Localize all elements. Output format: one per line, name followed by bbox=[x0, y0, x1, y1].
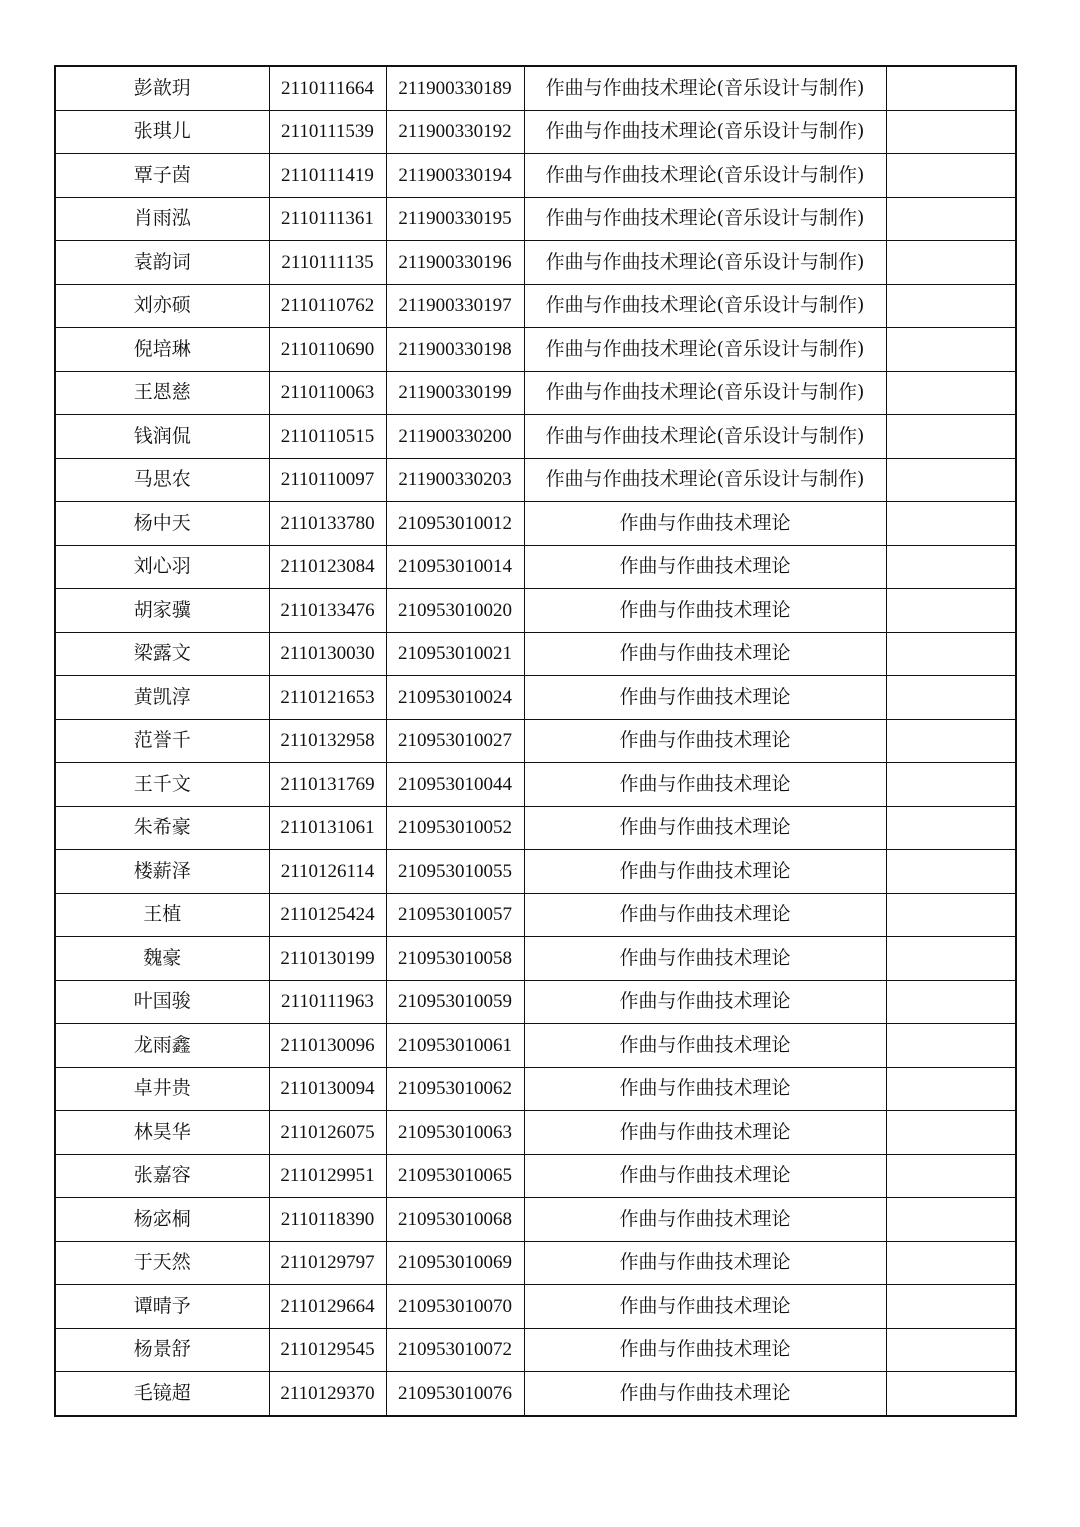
major-cell: 作曲与作曲技术理论 bbox=[524, 1198, 886, 1242]
name-cell: 杨宓桐 bbox=[55, 1198, 269, 1242]
exam-number-cell: 2110111419 bbox=[269, 154, 386, 198]
major-cell: 作曲与作曲技术理论(音乐设计与制作) bbox=[524, 66, 886, 110]
major-cell: 作曲与作曲技术理论 bbox=[524, 1372, 886, 1416]
exam-number-cell: 2110133476 bbox=[269, 589, 386, 633]
table-row bbox=[55, 1024, 1016, 1068]
major-cell: 作曲与作曲技术理论 bbox=[524, 980, 886, 1024]
id-number-cell: 211900330192 bbox=[386, 110, 524, 154]
note-cell bbox=[886, 1328, 1016, 1372]
major-cell: 作曲与作曲技术理论(音乐设计与制作) bbox=[524, 415, 886, 459]
name-cell: 彭歆玥 bbox=[55, 66, 269, 110]
name-cell: 刘心羽 bbox=[55, 545, 269, 589]
exam-number-cell: 2110129545 bbox=[269, 1328, 386, 1372]
table-row bbox=[55, 632, 1016, 676]
table-row bbox=[55, 589, 1016, 633]
id-number-cell: 211900330189 bbox=[386, 66, 524, 110]
id-number-cell: 210953010059 bbox=[386, 980, 524, 1024]
exam-number-cell: 2110133780 bbox=[269, 502, 386, 546]
table-row bbox=[55, 1198, 1016, 1242]
major-cell: 作曲与作曲技术理论(音乐设计与制作) bbox=[524, 458, 886, 502]
id-number-cell: 211900330198 bbox=[386, 328, 524, 372]
name-cell: 王植 bbox=[55, 893, 269, 937]
note-cell bbox=[886, 1024, 1016, 1068]
exam-number-cell: 2110123084 bbox=[269, 545, 386, 589]
roster-body bbox=[55, 66, 1016, 1416]
major-cell: 作曲与作曲技术理论 bbox=[524, 502, 886, 546]
table-row bbox=[55, 502, 1016, 546]
major-cell: 作曲与作曲技术理论 bbox=[524, 893, 886, 937]
id-number-cell: 211900330199 bbox=[386, 371, 524, 415]
exam-number-cell: 2110111135 bbox=[269, 241, 386, 285]
major-cell: 作曲与作曲技术理论 bbox=[524, 763, 886, 807]
exam-number-cell: 2110130096 bbox=[269, 1024, 386, 1068]
table-row bbox=[55, 371, 1016, 415]
major-cell: 作曲与作曲技术理论 bbox=[524, 1024, 886, 1068]
name-cell: 刘亦硕 bbox=[55, 284, 269, 328]
major-cell: 作曲与作曲技术理论(音乐设计与制作) bbox=[524, 328, 886, 372]
table-row bbox=[55, 545, 1016, 589]
exam-number-cell: 2110129664 bbox=[269, 1285, 386, 1329]
name-cell: 覃子茵 bbox=[55, 154, 269, 198]
name-cell: 王千文 bbox=[55, 763, 269, 807]
exam-number-cell: 2110110762 bbox=[269, 284, 386, 328]
major-cell: 作曲与作曲技术理论 bbox=[524, 850, 886, 894]
id-number-cell: 210953010068 bbox=[386, 1198, 524, 1242]
note-cell bbox=[886, 1285, 1016, 1329]
table-row bbox=[55, 806, 1016, 850]
name-cell: 范誉千 bbox=[55, 719, 269, 763]
id-number-cell: 210953010058 bbox=[386, 937, 524, 981]
table-row bbox=[55, 1241, 1016, 1285]
note-cell bbox=[886, 937, 1016, 981]
note-cell bbox=[886, 545, 1016, 589]
id-number-cell: 210953010021 bbox=[386, 632, 524, 676]
id-number-cell: 210953010061 bbox=[386, 1024, 524, 1068]
exam-number-cell: 2110110515 bbox=[269, 415, 386, 459]
exam-number-cell: 2110126114 bbox=[269, 850, 386, 894]
exam-number-cell: 2110130094 bbox=[269, 1067, 386, 1111]
name-cell: 林昊华 bbox=[55, 1111, 269, 1155]
table-row bbox=[55, 284, 1016, 328]
id-number-cell: 211900330203 bbox=[386, 458, 524, 502]
id-number-cell: 210953010014 bbox=[386, 545, 524, 589]
name-cell: 钱润侃 bbox=[55, 415, 269, 459]
note-cell bbox=[886, 980, 1016, 1024]
name-cell: 肖雨泓 bbox=[55, 197, 269, 241]
id-number-cell: 211900330195 bbox=[386, 197, 524, 241]
exam-number-cell: 2110110097 bbox=[269, 458, 386, 502]
note-cell bbox=[886, 719, 1016, 763]
id-number-cell: 210953010076 bbox=[386, 1372, 524, 1416]
note-cell bbox=[886, 1241, 1016, 1285]
note-cell bbox=[886, 850, 1016, 894]
note-cell bbox=[886, 763, 1016, 807]
id-number-cell: 210953010062 bbox=[386, 1067, 524, 1111]
id-number-cell: 210953010070 bbox=[386, 1285, 524, 1329]
id-number-cell: 210953010052 bbox=[386, 806, 524, 850]
exam-number-cell: 2110121653 bbox=[269, 676, 386, 720]
major-cell: 作曲与作曲技术理论(音乐设计与制作) bbox=[524, 197, 886, 241]
table-row bbox=[55, 893, 1016, 937]
table-row bbox=[55, 980, 1016, 1024]
major-cell: 作曲与作曲技术理论 bbox=[524, 1111, 886, 1155]
major-cell: 作曲与作曲技术理论 bbox=[524, 719, 886, 763]
note-cell bbox=[886, 1198, 1016, 1242]
note-cell bbox=[886, 1154, 1016, 1198]
note-cell bbox=[886, 415, 1016, 459]
major-cell: 作曲与作曲技术理论 bbox=[524, 1241, 886, 1285]
name-cell: 王恩慈 bbox=[55, 371, 269, 415]
major-cell: 作曲与作曲技术理论 bbox=[524, 1285, 886, 1329]
id-number-cell: 210953010012 bbox=[386, 502, 524, 546]
table-row bbox=[55, 458, 1016, 502]
major-cell: 作曲与作曲技术理论 bbox=[524, 937, 886, 981]
name-cell: 楼薪泽 bbox=[55, 850, 269, 894]
note-cell bbox=[886, 241, 1016, 285]
major-cell: 作曲与作曲技术理论 bbox=[524, 1328, 886, 1372]
id-number-cell: 210953010069 bbox=[386, 1241, 524, 1285]
exam-number-cell: 2110111963 bbox=[269, 980, 386, 1024]
table-row bbox=[55, 1372, 1016, 1416]
note-cell bbox=[886, 1111, 1016, 1155]
table-row bbox=[55, 1285, 1016, 1329]
major-cell: 作曲与作曲技术理论 bbox=[524, 632, 886, 676]
name-cell: 于天然 bbox=[55, 1241, 269, 1285]
major-cell: 作曲与作曲技术理论(音乐设计与制作) bbox=[524, 241, 886, 285]
table-row bbox=[55, 1067, 1016, 1111]
note-cell bbox=[886, 893, 1016, 937]
id-number-cell: 211900330194 bbox=[386, 154, 524, 198]
name-cell: 张嘉容 bbox=[55, 1154, 269, 1198]
note-cell bbox=[886, 502, 1016, 546]
table-row bbox=[55, 241, 1016, 285]
id-number-cell: 210953010024 bbox=[386, 676, 524, 720]
note-cell bbox=[886, 1372, 1016, 1416]
table-row bbox=[55, 1111, 1016, 1155]
table-row bbox=[55, 676, 1016, 720]
major-cell: 作曲与作曲技术理论 bbox=[524, 676, 886, 720]
exam-number-cell: 2110131061 bbox=[269, 806, 386, 850]
name-cell: 胡家骥 bbox=[55, 589, 269, 633]
major-cell: 作曲与作曲技术理论 bbox=[524, 589, 886, 633]
id-number-cell: 211900330200 bbox=[386, 415, 524, 459]
note-cell bbox=[886, 110, 1016, 154]
id-number-cell: 211900330196 bbox=[386, 241, 524, 285]
table-row bbox=[55, 66, 1016, 110]
id-number-cell: 211900330197 bbox=[386, 284, 524, 328]
name-cell: 倪培琳 bbox=[55, 328, 269, 372]
name-cell: 魏豪 bbox=[55, 937, 269, 981]
table-row bbox=[55, 110, 1016, 154]
major-cell: 作曲与作曲技术理论(音乐设计与制作) bbox=[524, 154, 886, 198]
note-cell bbox=[886, 371, 1016, 415]
note-cell bbox=[886, 458, 1016, 502]
table-row bbox=[55, 154, 1016, 198]
name-cell: 黄凯淳 bbox=[55, 676, 269, 720]
major-cell: 作曲与作曲技术理论(音乐设计与制作) bbox=[524, 284, 886, 328]
name-cell: 毛镜超 bbox=[55, 1372, 269, 1416]
note-cell bbox=[886, 806, 1016, 850]
major-cell: 作曲与作曲技术理论(音乐设计与制作) bbox=[524, 371, 886, 415]
major-cell: 作曲与作曲技术理论 bbox=[524, 545, 886, 589]
name-cell: 马思农 bbox=[55, 458, 269, 502]
name-cell: 龙雨鑫 bbox=[55, 1024, 269, 1068]
exam-number-cell: 2110129797 bbox=[269, 1241, 386, 1285]
name-cell: 朱希豪 bbox=[55, 806, 269, 850]
exam-number-cell: 2110110063 bbox=[269, 371, 386, 415]
id-number-cell: 210953010072 bbox=[386, 1328, 524, 1372]
note-cell bbox=[886, 676, 1016, 720]
name-cell: 谭晴予 bbox=[55, 1285, 269, 1329]
id-number-cell: 210953010057 bbox=[386, 893, 524, 937]
exam-number-cell: 2110111664 bbox=[269, 66, 386, 110]
table-row bbox=[55, 197, 1016, 241]
name-cell: 梁露文 bbox=[55, 632, 269, 676]
exam-number-cell: 2110131769 bbox=[269, 763, 386, 807]
exam-number-cell: 2110111539 bbox=[269, 110, 386, 154]
note-cell bbox=[886, 154, 1016, 198]
name-cell: 袁韵词 bbox=[55, 241, 269, 285]
note-cell bbox=[886, 197, 1016, 241]
note-cell bbox=[886, 1067, 1016, 1111]
table-row bbox=[55, 719, 1016, 763]
id-number-cell: 210953010065 bbox=[386, 1154, 524, 1198]
exam-number-cell: 2110126075 bbox=[269, 1111, 386, 1155]
id-number-cell: 210953010027 bbox=[386, 719, 524, 763]
table-row bbox=[55, 850, 1016, 894]
id-number-cell: 210953010044 bbox=[386, 763, 524, 807]
id-number-cell: 210953010055 bbox=[386, 850, 524, 894]
exam-number-cell: 2110110690 bbox=[269, 328, 386, 372]
name-cell: 张琪儿 bbox=[55, 110, 269, 154]
exam-number-cell: 2110125424 bbox=[269, 893, 386, 937]
exam-number-cell: 2110118390 bbox=[269, 1198, 386, 1242]
note-cell bbox=[886, 284, 1016, 328]
name-cell: 杨景舒 bbox=[55, 1328, 269, 1372]
exam-number-cell: 2110130030 bbox=[269, 632, 386, 676]
name-cell: 叶国骏 bbox=[55, 980, 269, 1024]
table-row bbox=[55, 415, 1016, 459]
name-cell: 卓井贵 bbox=[55, 1067, 269, 1111]
name-cell: 杨中天 bbox=[55, 502, 269, 546]
table-row bbox=[55, 937, 1016, 981]
note-cell bbox=[886, 328, 1016, 372]
note-cell bbox=[886, 66, 1016, 110]
exam-number-cell: 2110132958 bbox=[269, 719, 386, 763]
exam-number-cell: 2110111361 bbox=[269, 197, 386, 241]
roster-table bbox=[54, 65, 1017, 1417]
table-row bbox=[55, 1328, 1016, 1372]
exam-number-cell: 2110129370 bbox=[269, 1372, 386, 1416]
id-number-cell: 210953010020 bbox=[386, 589, 524, 633]
note-cell bbox=[886, 589, 1016, 633]
major-cell: 作曲与作曲技术理论 bbox=[524, 1067, 886, 1111]
major-cell: 作曲与作曲技术理论 bbox=[524, 806, 886, 850]
major-cell: 作曲与作曲技术理论 bbox=[524, 1154, 886, 1198]
exam-number-cell: 2110129951 bbox=[269, 1154, 386, 1198]
table-row bbox=[55, 1154, 1016, 1198]
id-number-cell: 210953010063 bbox=[386, 1111, 524, 1155]
major-cell: 作曲与作曲技术理论(音乐设计与制作) bbox=[524, 110, 886, 154]
exam-number-cell: 2110130199 bbox=[269, 937, 386, 981]
table-row bbox=[55, 328, 1016, 372]
table-row bbox=[55, 763, 1016, 807]
note-cell bbox=[886, 632, 1016, 676]
